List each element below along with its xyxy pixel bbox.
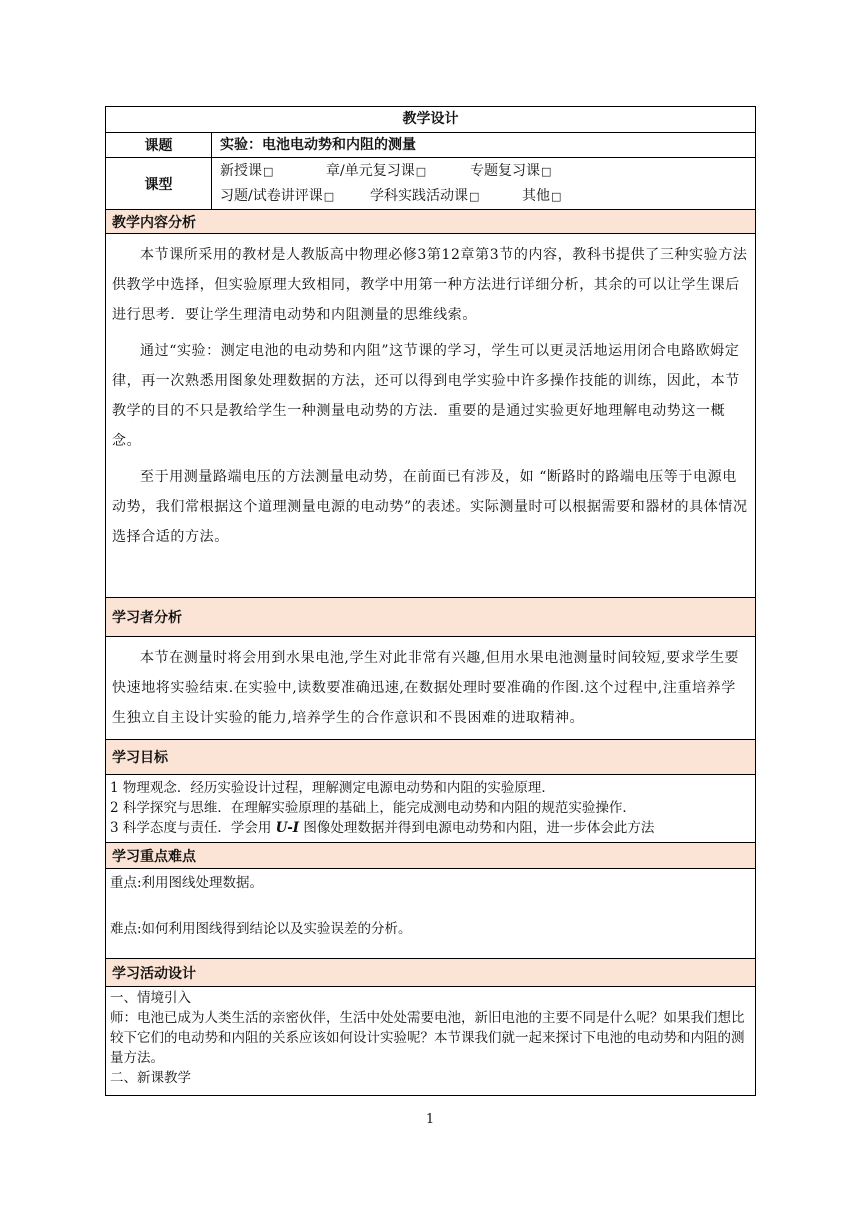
- activity-section-2: 二、新课教学: [110, 1070, 191, 1086]
- content-analysis-heading: 教学内容分析: [106, 209, 755, 233]
- option-topic-review: 专题复习课 □: [470, 159, 551, 184]
- key-points-body: [106, 868, 755, 958]
- objectives-heading: 学习目标: [106, 739, 755, 774]
- difficult-point: 难点:如何利用图线得到结论以及实验误差的分析。: [110, 921, 412, 937]
- objective-3-text-b: 图像处理数据并得到电源电动势和内阻，进一步体会此方法: [299, 820, 655, 836]
- activities-heading: 学习活动设计: [106, 958, 755, 986]
- table-title: 教学设计: [402, 111, 459, 127]
- lesson-design-table: [105, 106, 756, 1096]
- topic-row: [106, 132, 755, 157]
- page-number: 1: [425, 1112, 435, 1127]
- activities-body: [106, 986, 755, 1095]
- type-options-row1: [220, 159, 755, 184]
- objective-3-ui-symbol: U-I: [275, 820, 300, 836]
- objective-2: 2 科学探究与思维．在理解实验原理的基础上，能完成测电动势和内阻的规范实验操作．: [110, 800, 636, 816]
- option-exercise-review: 习题/试卷讲评课 □: [220, 184, 370, 209]
- option-practice-activity: 学科实践活动课 □: [370, 184, 522, 209]
- topic-label: 课题: [106, 133, 212, 157]
- type-options-row2: [220, 184, 755, 209]
- option-new-lesson: 新授课 □: [220, 159, 326, 184]
- content-paragraph-3: 至于用测量路端电压的方法测量电动势，在前面已有涉及，如 “断路时的路端电压等于电源电动势，我们常根据这个道理测量电源的电动势”的表述。实际测量时可以根据需要和器材的具体情况选择合适的方法。: [112, 469, 748, 545]
- learner-analysis-heading: 学习者分析: [106, 597, 755, 636]
- objectives-body: [106, 774, 755, 842]
- content-paragraph-1: 本节课所采用的教材是人教版高中物理必修3第12章第3节的内容，教科书提供了三种实验方法供教学中选择，但实验原理大致相同，教学中用第一种方法进行详细分析，其余的可以让学生课后进行思考．要让学生理清电动势和内阻测量的思维线索。: [112, 247, 748, 323]
- option-unit-review: 章/单元复习课 □: [326, 159, 470, 184]
- type-row: [106, 157, 755, 209]
- activity-section-1: 一、情境引入: [110, 990, 191, 1006]
- topic-value: 实验：电池电动势和内阻的测量: [220, 137, 416, 153]
- learner-analysis-body: [106, 636, 755, 739]
- learner-paragraph: 本节在测量时将会用到水果电池,学生对此非常有兴趣,但用水果电池测量时间较短,要求学生要快速地将实验结束.在实验中,读数要准确迅速,在数据处理时要准确的作图.这个过程中,注重培养学生独立自主设计实验的能力,培养学生的合作意识和不畏困难的进取精神。: [112, 650, 740, 726]
- option-other: 其他 □: [522, 184, 561, 209]
- key-point: 重点:利用图线处理数据。: [110, 875, 264, 891]
- key-points-heading: 学习重点难点: [106, 842, 755, 868]
- type-options: [212, 158, 755, 209]
- content-analysis-body: [106, 233, 755, 597]
- objective-1: 1 物理观念．经历实验设计过程，理解测定电源电动势和内阻的实验原理．: [110, 780, 555, 796]
- objective-3-text-a: 3 科学态度与责任．学会用: [110, 820, 276, 836]
- type-label: 课型: [106, 158, 212, 209]
- activity-teacher-text: 师：电池已成为人类生活的亲密伙伴，生活中处处需要电池，新旧电池的主要不同是什么呢？如果我们想比较下它们的电动势和内阻的关系应该如何设计实验呢？本节课我们就一起来探讨下电池的电动势和内阻的测量方法。: [110, 1010, 745, 1066]
- content-paragraph-2: 通过“实验：测定电池的电动势和内阻”这节课的学习，学生可以更灵活地运用闭合电路欧姆定律，再一次熟悉用图象处理数据的方法，还可以得到电学实验中许多操作技能的训练，因此，本节教学的目的不只是教给学生一种测量电动势的方法．重要的是通过实验更好地理解电动势这一概念。: [112, 343, 740, 449]
- objective-3: [106, 818, 755, 838]
